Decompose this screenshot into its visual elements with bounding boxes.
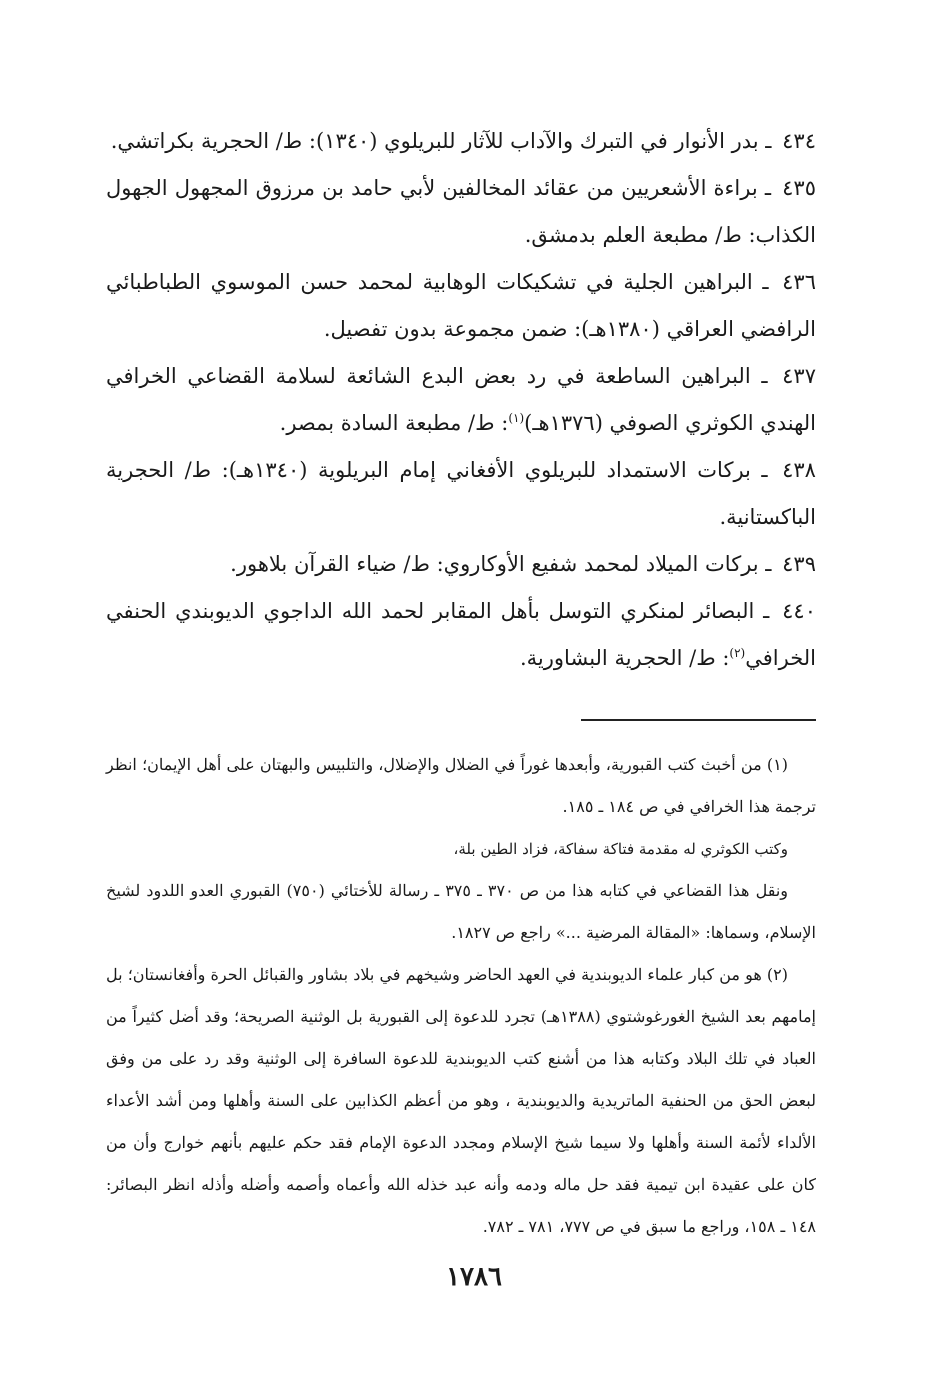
entry-text: ـ بدر الأنوار في التبرك والآداب للآثار للبريلوي (١٣٤٠): ط/ الحجرية بكراتشي. (110, 129, 772, 153)
entry-text: ـ بركات الميلاد لمحمد شفيع الأوكاروي: ط/ ضياء القرآن بلاهور. (230, 552, 772, 576)
footnote-separator (581, 719, 816, 721)
entry-text: ـ براءة الأشعريين من عقائد المخالفين لأبي حامد بن مرزوق المجهول الجهول الكذاب: ط/ مطبعة العلم بدمشق. (106, 176, 816, 247)
footnote-marker: (١) (508, 411, 525, 425)
footnote-paragraph: (١) من أخبث كتب القبورية، وأبعدها غوراً في الضلال والإضلال، والتلبيس والبهتان على أهل الإيمان؛ انظر ترجمة هذا الخرافي في ص ١٨٤ ـ ١٨٥. (106, 755, 816, 816)
bibliography-entry (106, 353, 816, 447)
bibliography-entries (106, 118, 816, 682)
bibliography-entry (106, 259, 816, 353)
bibliography-entry (106, 118, 816, 165)
entry-text: ـ بركات الاستمداد للبريلوي الأفغاني إمام البريلوية (١٣٤٠هـ): ط/ الحجرية الباكستانية. (106, 458, 816, 529)
footnote-paragraph: ونقل هذا القضاعي في كتابه هذا من ص ٣٧٠ ـ ٣٧٥ ـ رسالة للأختائي (٧٥٠) القبوري العدو اللدود لشيخ الإسلام، وسماها: «المقالة المرضية ...» راجع ص ١٨٢٧. (106, 881, 816, 942)
entry-number: ٤٣٤ (782, 129, 816, 153)
bibliography-entry (106, 588, 816, 682)
entry-number: ٤٣٥ (782, 176, 816, 200)
bibliography-entry (106, 165, 816, 259)
footnote-marker: (٢) (729, 646, 746, 660)
entry-text: ـ البراهين الجلية في تشكيكات الوهابية لمحمد حسن الموسوي الطباطبائي الرافضي العراقي (١٣٨٠هـ): ضمن مجموعة بدون تفصيل. (106, 270, 816, 341)
entry-text-continued: : ط/ الحجرية البشاورية. (520, 646, 730, 670)
entry-number: ٤٣٩ (782, 552, 816, 576)
entry-number: ٤٣٧ (782, 364, 816, 388)
entry-number: ٤٣٦ (782, 270, 816, 294)
entry-text: ـ البصائر لمنكري التوسل بأهل المقابر لحمد الله الداجوي الديوبندي الحنفي الخرافي (106, 599, 816, 670)
bibliography-entry (106, 447, 816, 541)
footnote-paragraph: وكتب الكوثري له مقدمة فتاكة سفاكة، فزاد الطين بلة، (453, 840, 788, 858)
entry-text: ـ البراهين الساطعة في رد بعض البدع الشائعة لسلامة القضاعي الخرافي الهندي الكوثري الصوفي (١٣٧٦هـ) (106, 364, 816, 435)
page-number: ١٧٨٦ (446, 1262, 502, 1292)
footnote-paragraph: (٢) هو من كبار علماء الديوبندية في العهد الحاضر وشيخهم في بلاد بشاور والقبائل الحرة وأفغانستان؛ بل إمامهم بعد الشيخ الغورغوشتوي (١٣٨٨هـ) تجرد للدعوة إلى القبورية بل الوثنية الصريحة؛ وقد أضل كثيراً من العباد في تلك البلاد وكتابه هذا من أشنع كتب الديوبندية للدعوة السافرة إلى الوثنية وقد رد على من وفق لبعض الحق من الحنفية الماتريدية والديوبندية ، وهو من أعظم الكذابين على السنة وأهلها ومن أشد الأعداء الألداء لأئمة السنة وأهلها ولا سيما شيخ الإسلام ومجدد الدعوة الإمام فقد حكم عليهم بأنهم خوارج وأن من كان على عقيدة ابن تيمية فقد حل ماله ودمه وأنه عبد خذله الله وأعماه وأصمه وأضله وأذله انظر البصائر: ١٤٨ ـ ١٥٨، وراجع ما سبق في ص ٧٧٧، ٧٨١ ـ ٧٨٢. (106, 965, 817, 1236)
bibliography-entry (106, 541, 816, 588)
entry-number: ٤٣٨ (782, 458, 816, 482)
footnotes-section (106, 744, 816, 1248)
entry-text-continued: : ط/ مطبعة السادة بمصر. (279, 411, 509, 435)
entry-number: ٤٤٠ (782, 599, 816, 623)
